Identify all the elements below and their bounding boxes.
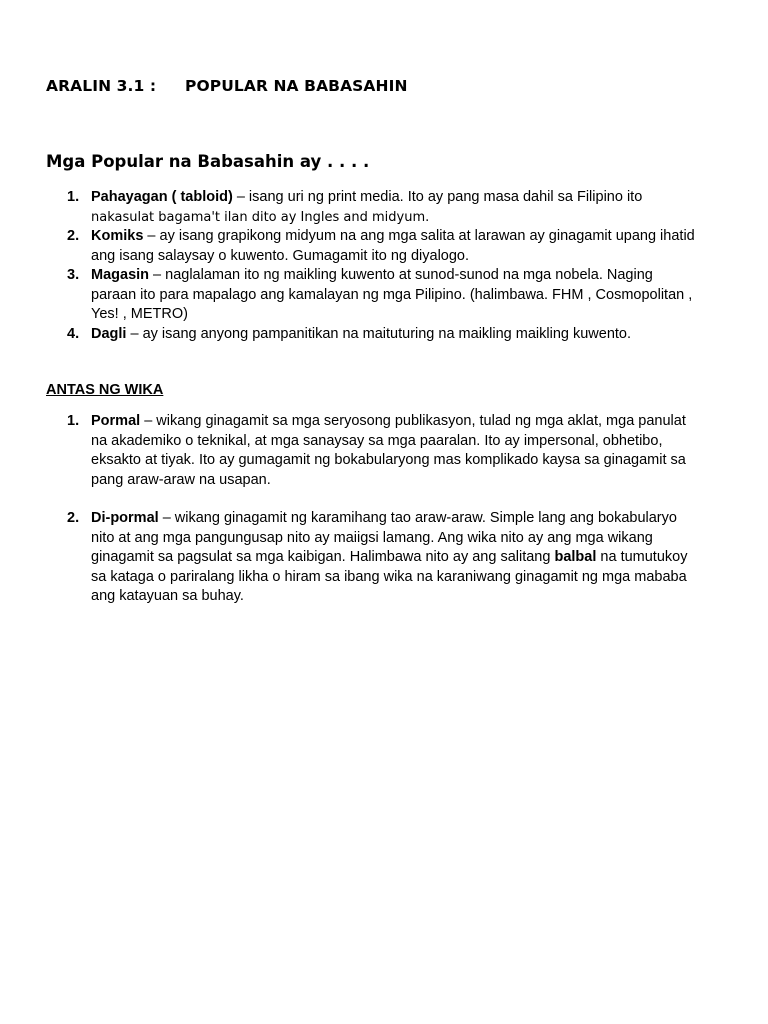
item-term: Dagli [91,325,127,342]
list-marker: 3. [67,267,80,283]
list-item [0,227,700,266]
list-item [0,188,700,227]
antas-list [0,412,700,607]
item-text: – isang uri ng print media. Ito ay pang masa dahil sa Filipino ito [232,189,643,205]
item-term: Pormal [91,413,141,429]
list-item [0,266,700,325]
item-text: – ay isang grapikong midyum na ang mga salita at larawan ay ginagamit upang ihatid ang isang salaysay o kuwento. Gumagamit ito ng diyalogo. [91,228,695,264]
popular-reading-list [0,188,700,344]
list-marker: 4. [67,325,80,342]
section-heading: Mga Popular na Babasahin ay . . . . [46,152,370,171]
list-marker: 2. [67,228,80,244]
list-marker: 1. [67,189,80,205]
item-text-continued: nakasulat bagama't ilan dito ay Ingles and midyum. [91,209,430,225]
antas-heading: ANTAS NG WIKA [46,382,164,398]
list-item [0,412,700,490]
lesson-title [46,77,408,95]
item-term-inline: balbal [554,549,597,565]
lesson-name: POPULAR NA BABASAHIN [185,77,408,95]
list-item [0,509,700,607]
item-text: – wikang ginagamit sa mga seryosong publikasyon, tulad ng mga aklat, mga panulat na akademiko o teknikal, at mga sanaysay sa mga paaralan. Ito ay impersonal, obhetibo, eksakto at tiyak. Ito ay gumagamit ng bokabularyong mas komplikado kaysa sa ginagamit sa pang araw-araw na usapan. [91,413,686,488]
item-text: – naglalaman ito ng maikling kuwento at sunod-sunod na mga nobela. Naging paraan ito para mapalago ang kamalayan ng mga Pilipino. (halimbawa. FHM , Cosmopolitan , Yes! , METRO) [91,267,693,322]
item-text: – wikang ginagamit ng karamihang tao araw-araw. Simple lang ang bokabularyo nito at ang mga pangungusap nito ay maiigsi lamang. Ang wika nito ay ang mga wikang ginagamit sa pagsulat sa mga kaibigan. Halimbawa nito ay ang salitang [91,510,677,565]
list-item [0,325,700,345]
list-marker: 1. [67,413,80,429]
item-text: – ay isang anyong pampanitikan na maituturing na maikling maikling kuwento. [126,325,632,342]
item-term: Di-pormal [91,510,159,526]
item-term: Magasin [91,267,150,283]
list-marker: 2. [67,510,80,526]
item-text-continued: na tumutukoy sa kataga o pariralang likha o hiram sa ibang wika na karaniwang ginagamit ng mga mababa ang katayuan sa buhay. [91,549,688,604]
item-term: Pahayagan ( tabloid) [91,189,233,205]
lesson-number: ARALIN 3.1 : [46,77,157,95]
item-term: Komiks [91,228,144,244]
